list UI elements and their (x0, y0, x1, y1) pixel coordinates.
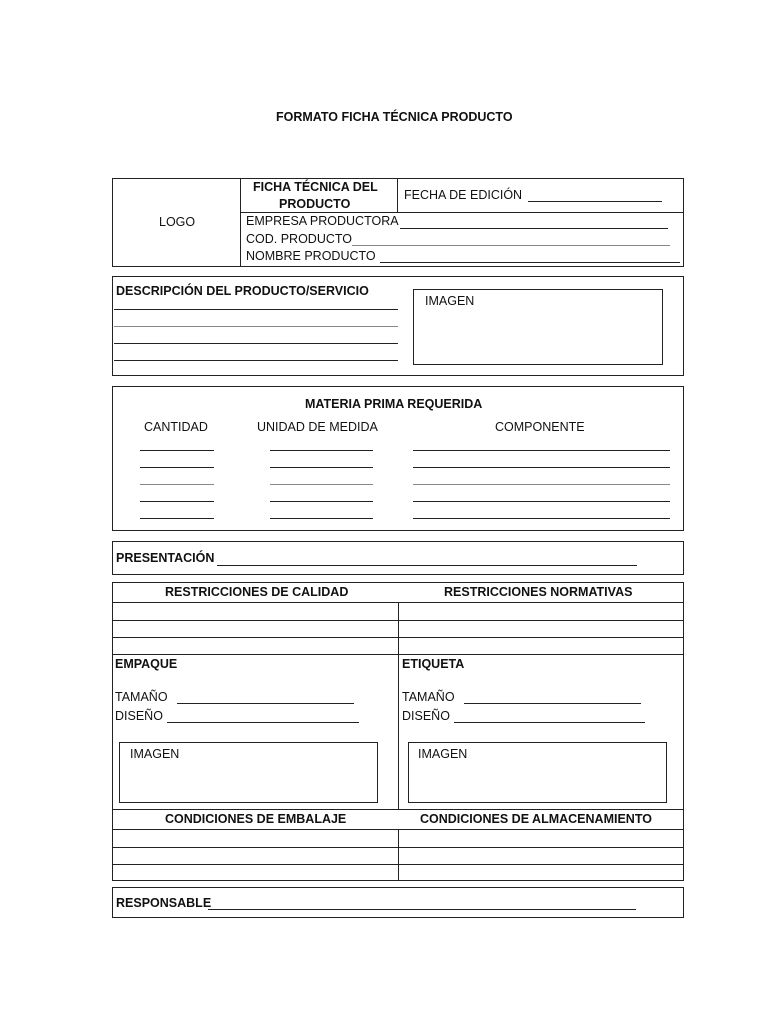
descripcion-line[interactable] (114, 343, 398, 344)
unidad-field[interactable] (270, 518, 373, 519)
presentacion-label: PRESENTACIÓN (116, 551, 215, 565)
empaque-title: EMPAQUE (115, 657, 178, 671)
etiqueta-title: ETIQUETA (402, 657, 465, 671)
descripcion-line[interactable] (114, 360, 398, 361)
restricciones-column-divider (398, 602, 399, 654)
cantidad-field[interactable] (140, 501, 214, 502)
empaque-diseno-field[interactable] (167, 722, 359, 723)
ficha-label-line2: PRODUCTO (279, 197, 351, 211)
etiqueta-tamano-field[interactable] (464, 703, 641, 704)
fecha-edicion-field[interactable] (528, 201, 662, 202)
presentacion-field[interactable] (217, 565, 637, 566)
header-row-divider (240, 212, 684, 213)
col-cantidad: CANTIDAD (144, 420, 208, 434)
responsable-field[interactable] (208, 909, 636, 910)
header-divider-2 (397, 178, 398, 212)
restricciones-calidad-header: RESTRICCIONES DE CALIDAD (165, 585, 349, 599)
restricciones-normativas-header: RESTRICCIONES NORMATIVAS (444, 585, 633, 599)
etiqueta-diseno-field[interactable] (454, 722, 645, 723)
condiciones-almacenamiento-header: CONDICIONES DE ALMACENAMIENTO (420, 812, 652, 826)
empaque-tamano-label: TAMAÑO (115, 690, 168, 704)
fecha-edicion-label: FECHA DE EDICIÓN (404, 188, 523, 202)
responsable-label: RESPONSABLE (116, 896, 212, 910)
unidad-field[interactable] (270, 450, 373, 451)
materia-title: MATERIA PRIMA REQUERIDA (305, 397, 483, 411)
col-unidad-medida: UNIDAD DE MEDIDA (257, 420, 378, 434)
cod-producto-field[interactable] (352, 245, 670, 246)
page-title: FORMATO FICHA TÉCNICA PRODUCTO (276, 110, 513, 124)
cantidad-field[interactable] (140, 467, 214, 468)
table-row-divider (112, 809, 684, 810)
descripcion-image-label: IMAGEN (425, 294, 475, 308)
descripcion-line[interactable] (114, 326, 398, 327)
cod-producto-label: COD. PRODUCTO (246, 232, 353, 246)
componente-field[interactable] (413, 501, 670, 502)
componente-field[interactable] (413, 467, 670, 468)
etiqueta-diseno-label: DISEÑO (402, 709, 450, 723)
condiciones-embalaje-header: CONDICIONES DE EMBALAJE (165, 812, 347, 826)
descripcion-line[interactable] (114, 309, 398, 310)
nombre-producto-label: NOMBRE PRODUCTO (246, 249, 376, 263)
cantidad-field[interactable] (140, 518, 214, 519)
componente-field[interactable] (413, 450, 670, 451)
header-divider-1 (240, 178, 241, 267)
descripcion-label: DESCRIPCIÓN DEL PRODUCTO/SERVICIO (116, 284, 369, 298)
empresa-field[interactable] (400, 228, 668, 229)
cantidad-field[interactable] (140, 450, 214, 451)
empaque-image-label: IMAGEN (130, 747, 180, 761)
condiciones-column-divider (398, 829, 399, 881)
empaque-etiqueta-divider (398, 654, 399, 809)
empaque-tamano-field[interactable] (177, 703, 354, 704)
componente-field[interactable] (413, 484, 670, 485)
unidad-field[interactable] (270, 501, 373, 502)
etiqueta-image-label: IMAGEN (418, 747, 468, 761)
empaque-diseno-label: DISEÑO (115, 709, 163, 723)
empresa-label: EMPRESA PRODUCTORA (246, 214, 399, 228)
ficha-label-line1: FICHA TÉCNICA DEL (253, 180, 378, 194)
componente-field[interactable] (413, 518, 670, 519)
unidad-field[interactable] (270, 467, 373, 468)
etiqueta-tamano-label: TAMAÑO (402, 690, 455, 704)
logo-placeholder: LOGO (159, 215, 196, 229)
col-componente: COMPONENTE (495, 420, 585, 434)
unidad-field[interactable] (270, 484, 373, 485)
cantidad-field[interactable] (140, 484, 214, 485)
nombre-producto-field[interactable] (380, 262, 680, 263)
